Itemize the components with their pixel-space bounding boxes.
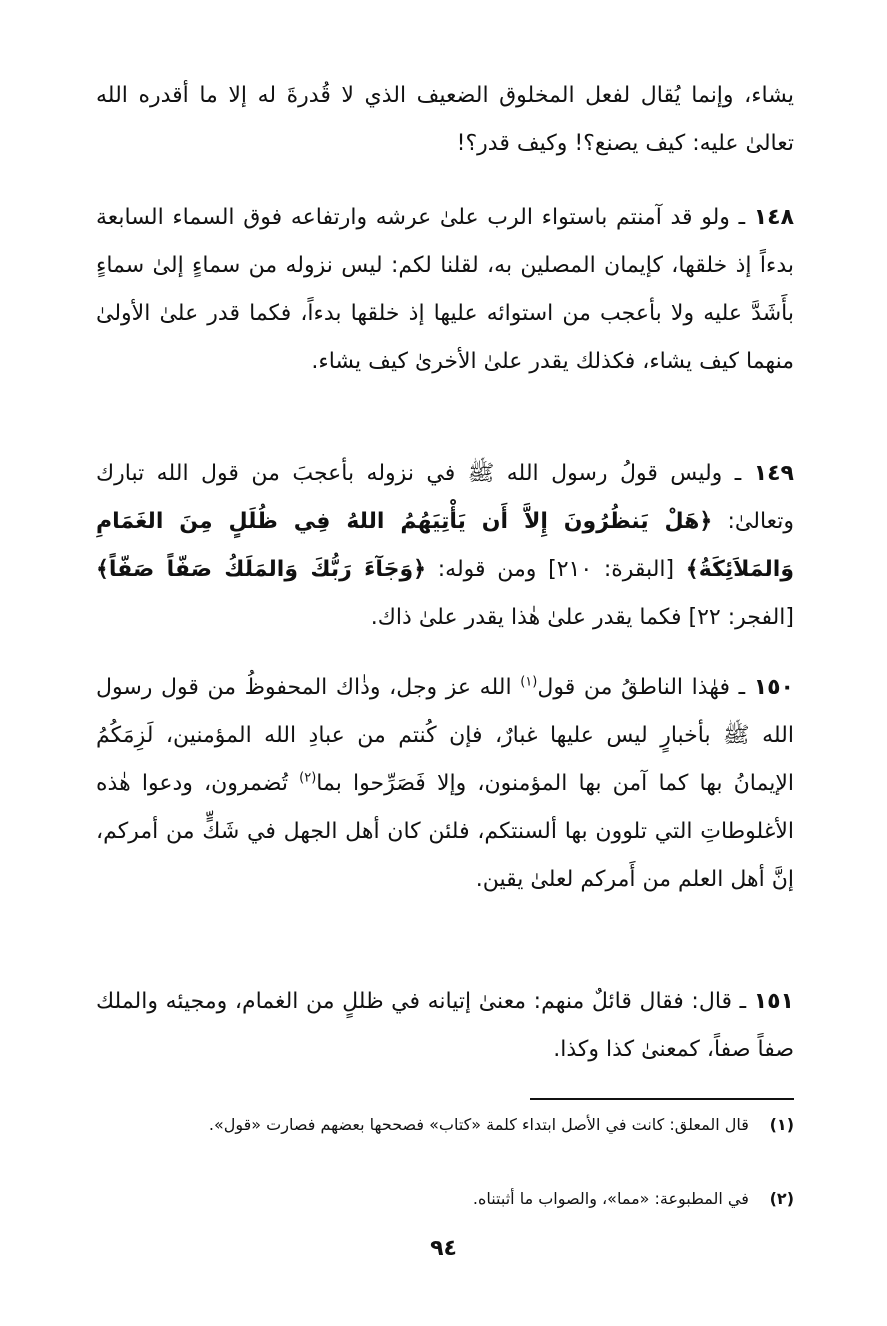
paragraph-text: قال: فقال قائلٌ منهم: معنىٰ إتيانه في ظللٍ من الغمام، ومجيئه والملك صفاً صفاً، كمعنىٰ كذا وكذا. (96, 989, 794, 1062)
footnote-marker: (١) (769, 1115, 794, 1134)
quran-verse: ﴿هَلْ يَنظُرُونَ إِلاَّ أَن يَأْتِيَهُمُ اللهُ فِي ظُلَلٍ مِنَ الغَمَامِ وَالمَلاَئِكَةُ﴾ (96, 509, 795, 582)
verse-reference: [الفجر: ٢٢] (688, 605, 794, 630)
dash: ـ (738, 675, 746, 700)
verse-reference: [البقرة: ٢١٠] (548, 557, 675, 582)
paragraph-149 (96, 450, 794, 642)
footnote (96, 1184, 794, 1214)
paragraph-text: الله عز وجل، وذٰاك المحفوظُ من قول رسول الله ﷺ بأخبارٍ ليس عليها غبارٌ، فإن كُنتم من عبادِ الله المؤمنين، لَزِمَكُمُ الإيمانُ بها كما آمن بها المؤمنون، وإلا فَصَرِّحوا بما (96, 675, 794, 796)
dash: ـ (734, 461, 742, 486)
paragraph-number: ١٤٩ (753, 461, 794, 486)
footnote-divider (530, 1098, 794, 1100)
footnote-marker: (٢) (769, 1189, 794, 1208)
paragraph-text: يشاء، وإنما يُقال لفعل المخلوق الضعيف الذي لا قُدرةَ له إلا ما أقدره الله تعالىٰ عليه: كيف يصنع؟! وكيف قدر؟! (96, 83, 794, 156)
paragraph-text: تُضمرون، ودعوا هٰذه الأغلوطاتِ التي تلوون بها ألسنتكم، فلئن كان أهل الجهل في شَكٍّ من أمركم، إنَّ أهل العلم من أَمركم لعلىٰ يقين. (96, 771, 794, 892)
paragraph-text: ومن قوله: (437, 557, 537, 582)
quran-verse: ﴿وَجَآءَ رَبُّكَ وَالمَلَكُ صَفّاً صَفّاً﴾ (96, 557, 427, 582)
paragraph-text: ولو قد آمنتم باستواء الرب علىٰ عرشه وارتفاعه فوق السماء السابعة بدءاً إذ خلقها، كإيمان المصلين به، لقلنا لكم: ليس نزوله من سماءٍ إلىٰ سماءٍ بأَشَدَّ عليه ولا بأعجب من استوائه عليها إذ خلقها بدءاً، فكما قدر علىٰ الأولىٰ منهما كيف يشاء، فكذلك يقدر علىٰ الأخرىٰ كيف يشاء. (96, 205, 794, 374)
dash: ـ (738, 205, 746, 230)
paragraph-text: فهٰذا الناطقُ من قول (537, 675, 730, 700)
paragraph-148 (96, 194, 794, 386)
paragraph-continuation (96, 72, 794, 168)
footnote-text: قال المعلق: كانت في الأصل ابتداء كلمة «كتاب» فصححها بعضهم فصارت «قول». (208, 1115, 749, 1134)
footnote (96, 1110, 794, 1140)
paragraph-number: ١٤٨ (753, 205, 795, 230)
dash: ـ (739, 989, 747, 1014)
page-number: ٩٤ (430, 1236, 457, 1261)
paragraph-151 (96, 978, 794, 1074)
footnote-reference[interactable]: (٢) (299, 770, 317, 786)
paragraph-number: ١٥٠ (753, 675, 794, 700)
paragraph-text: فكما يقدر علىٰ هٰذا يقدر علىٰ ذاك. (370, 605, 682, 630)
paragraph-text: وليس قولُ رسول الله ﷺ في نزوله بأعجبَ من قول الله تبارك وتعالىٰ: (96, 461, 795, 534)
paragraph-number: ١٥١ (753, 989, 794, 1014)
footnote-text: في المطبوعة: «مما»، والصواب ما أثبتناه. (472, 1189, 749, 1208)
footnote-reference[interactable]: (١) (520, 674, 538, 690)
paragraph-150 (96, 664, 794, 904)
